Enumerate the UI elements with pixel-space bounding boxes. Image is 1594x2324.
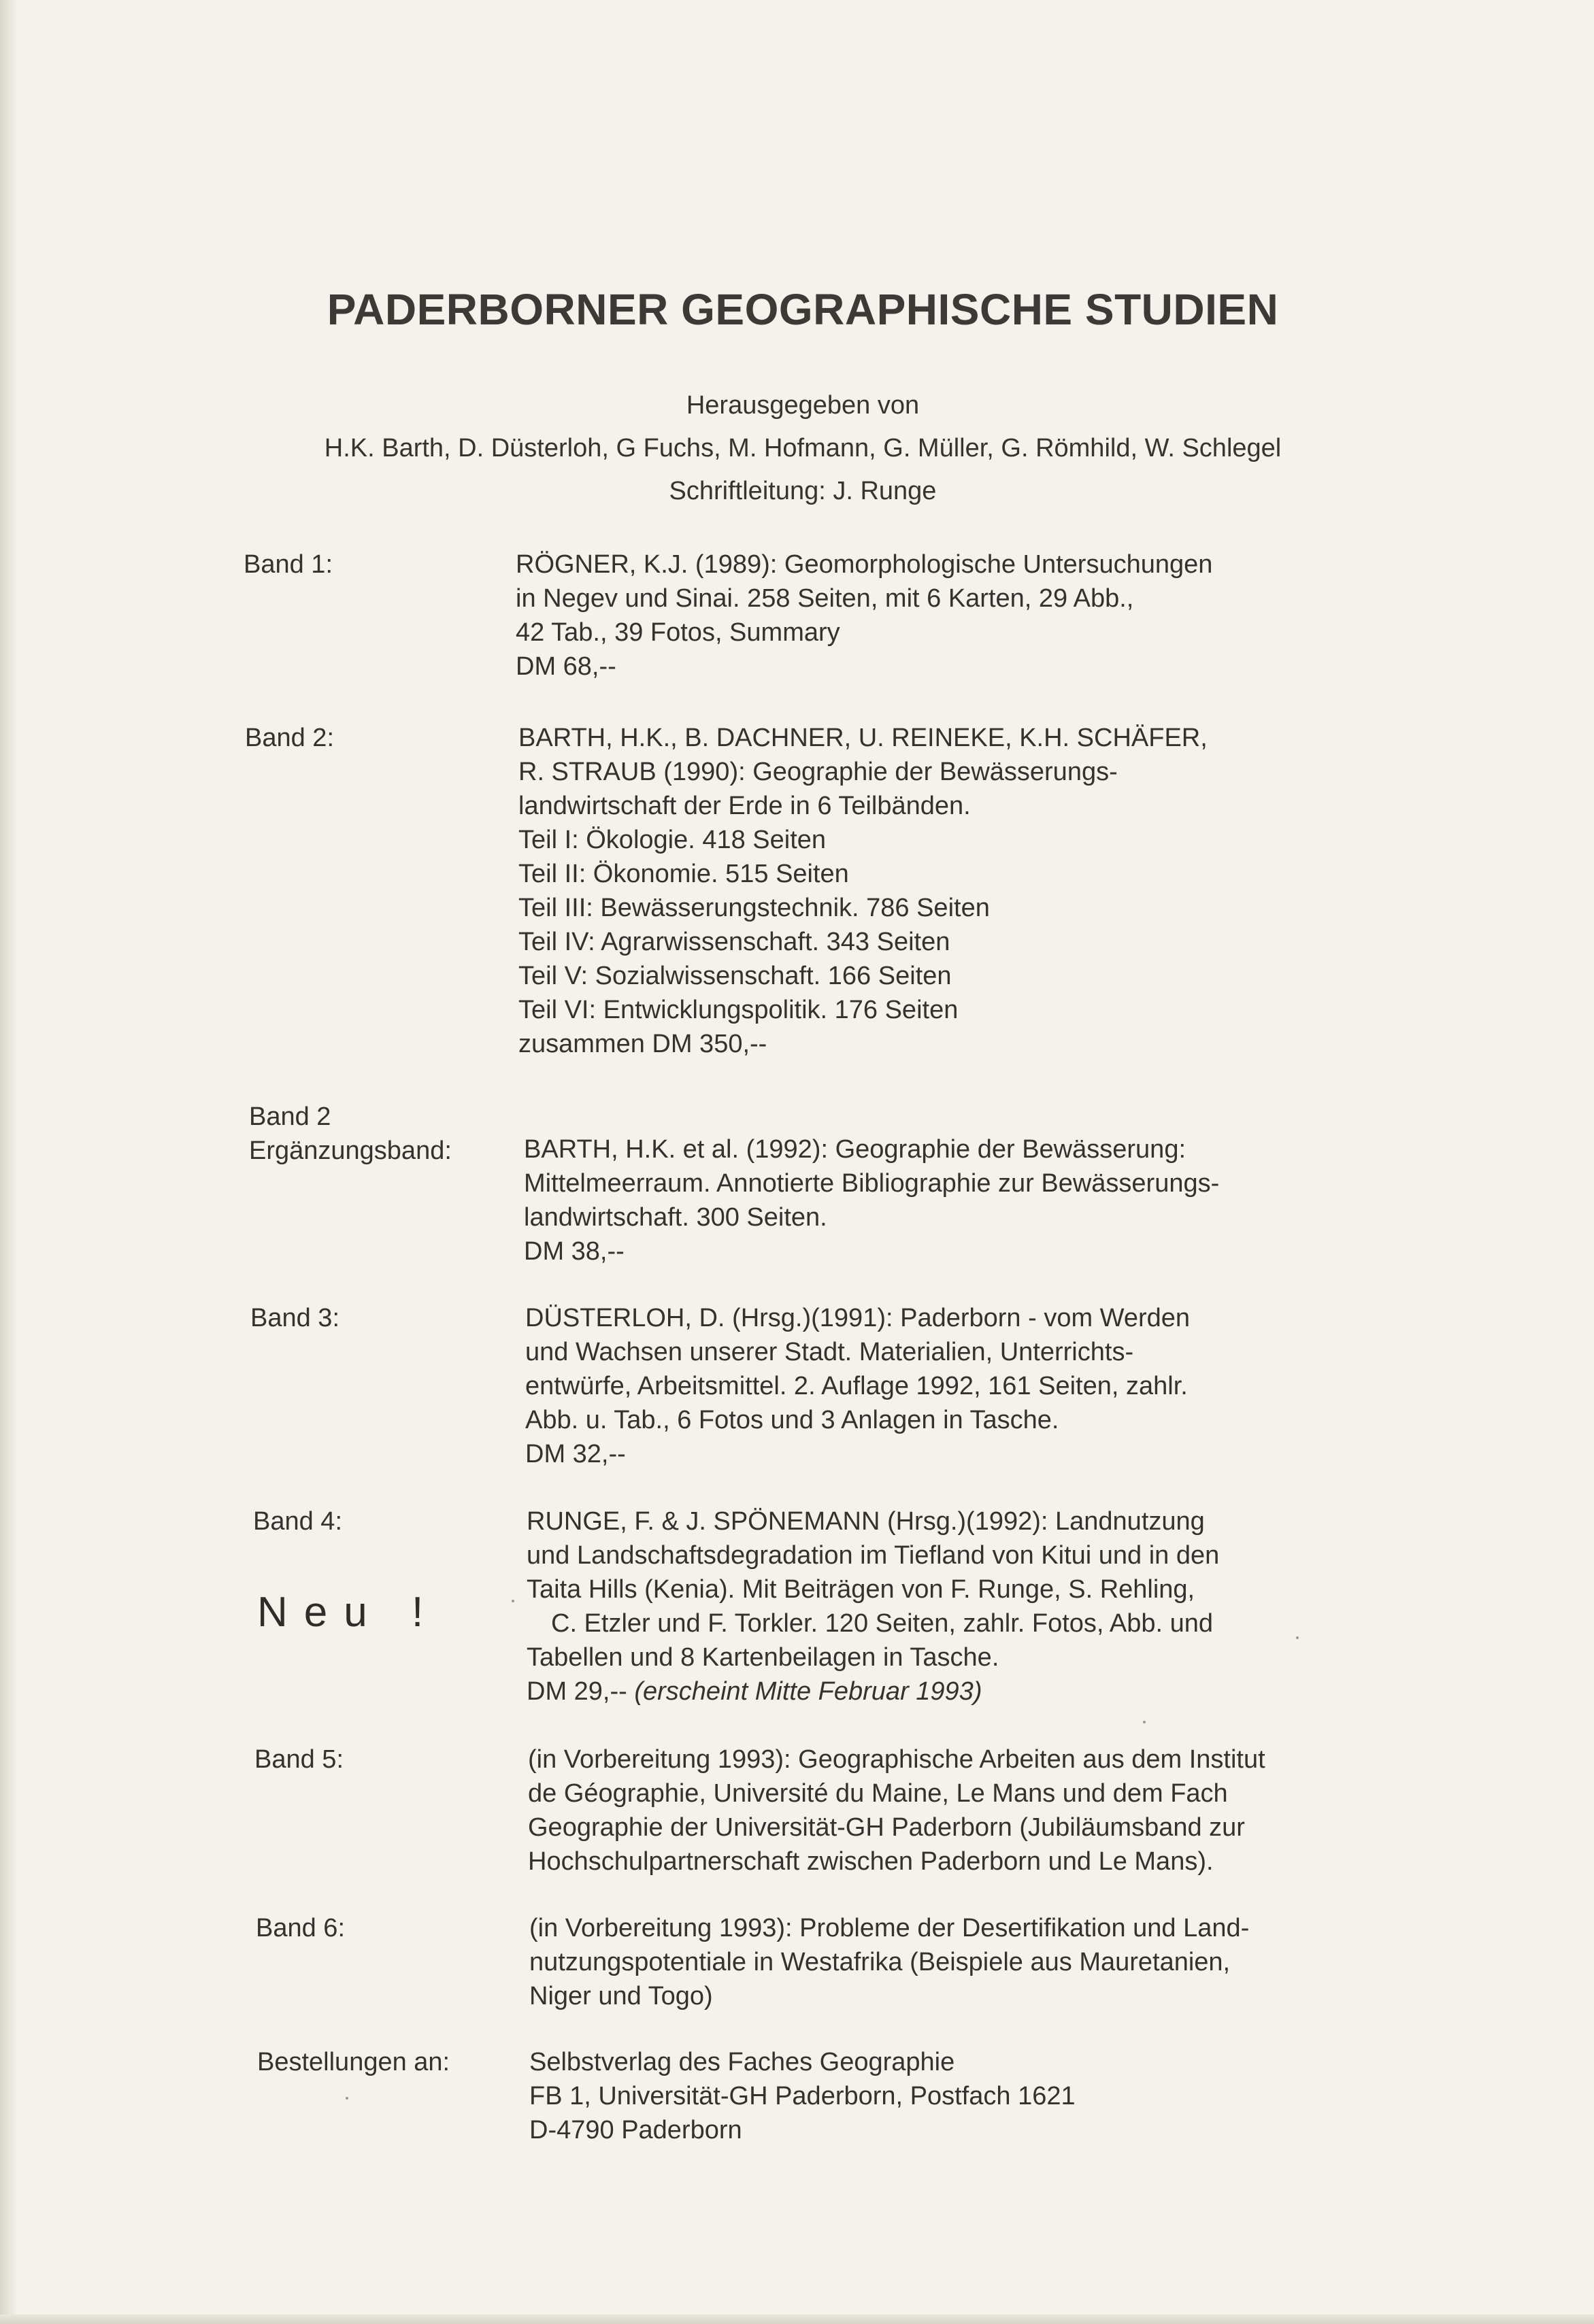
- entry-label: [249, 1100, 452, 1168]
- entry-label: Band 3:: [250, 1304, 339, 1332]
- entry-line: R. STRAUB (1990): Geographie der Bewässerungs-: [518, 758, 1118, 786]
- entry-line: RÖGNER, K.J. (1989): Geomorphologische Untersuchungen: [516, 550, 1213, 579]
- entry-line: D-4790 Paderborn: [529, 2116, 742, 2144]
- entry-line: Tabellen und 8 Kartenbeilagen in Tasche.: [527, 1643, 999, 1672]
- entry-label: Band 2:: [245, 724, 334, 752]
- entry-line: landwirtschaft. 300 Seiten.: [524, 1203, 827, 1232]
- editors-schriftleitung: Schriftleitung: J. Runge: [669, 477, 937, 505]
- entry-line: Teil III: Bewässerungstechnik. 786 Seiten: [518, 894, 990, 922]
- entry-line: in Negev und Sinai. 258 Seiten, mit 6 Karten, 29 Abb.,: [516, 584, 1134, 613]
- entry-line: Geographie der Universität-GH Paderborn (Jubiläumsband zur: [528, 1813, 1245, 1842]
- entry-line: Teil II: Ökonomie. 515 Seiten: [518, 860, 849, 888]
- entry-line: entwürfe, Arbeitsmittel. 2. Auflage 1992, 161 Seiten, zahlr.: [525, 1372, 1188, 1400]
- entry-body: [525, 1301, 1190, 1471]
- entry-body: [529, 2045, 1076, 2147]
- entry-label: Band 6:: [256, 1914, 345, 1942]
- entry-label: Bestellungen an:: [257, 2048, 450, 2076]
- editors-intro: Herausgegeben von: [686, 391, 920, 420]
- entry-line: DM 38,--: [524, 1237, 625, 1266]
- entry-line: Niger und Togo): [529, 1982, 713, 2010]
- entry-line: und Wachsen unserer Stadt. Materialien, Unterrichts-: [525, 1338, 1134, 1366]
- entry-publication-note: (erscheint Mitte Februar 1993): [634, 1677, 982, 1706]
- entry-line: Teil V: Sozialwissenschaft. 166 Seiten: [518, 962, 952, 990]
- scan-speck: [1296, 1636, 1299, 1639]
- entry-body: [529, 1911, 1249, 2013]
- entry-body: [527, 1504, 1219, 1708]
- entry-body: [516, 548, 1212, 684]
- entry-line: Teil VI: Entwicklungspolitik. 176 Seiten: [518, 996, 959, 1024]
- entry-line: landwirtschaft der Erde in 6 Teilbänden.: [518, 792, 971, 820]
- series-title: PADERBORNER GEOGRAPHISCHE STUDIEN: [327, 285, 1279, 334]
- entry-label-line: Band 2: [249, 1102, 331, 1131]
- entry-line: DÜSTERLOH, D. (Hrsg.)(1991): Paderborn - vom Werden: [525, 1304, 1191, 1332]
- scan-speck: [1143, 1721, 1146, 1723]
- entry-line: Abb. u. Tab., 6 Fotos und 3 Anlagen in Tasche.: [525, 1406, 1059, 1434]
- entry-line: BARTH, H.K. et al. (1992): Geographie der Bewässerung:: [524, 1135, 1186, 1164]
- entry-price: DM 29,--: [527, 1677, 627, 1706]
- entry-line: Taita Hills (Kenia). Mit Beiträgen von F. Runge, S. Rehling,: [527, 1575, 1195, 1604]
- entry-line: zusammen DM 350,--: [518, 1030, 767, 1058]
- editors-names: H.K. Barth, D. Düsterloh, G Fuchs, M. Hofmann, G. Müller, G. Römhild, W. Schlegel: [324, 434, 1282, 462]
- entry-line: de Géographie, Université du Maine, Le Mans und dem Fach: [528, 1779, 1228, 1808]
- entry-price-line: [527, 1674, 1219, 1708]
- entry-label: Band 4:: [253, 1507, 342, 1536]
- scan-speck: [346, 2097, 348, 2100]
- page-spine-shadow: [0, 0, 18, 2324]
- entry-line: Selbstverlag des Faches Geographie: [529, 2048, 955, 2076]
- entry-line: (in Vorbereitung 1993): Probleme der Desertifikation und Land-: [529, 1914, 1250, 1942]
- entry-line: BARTH, H.K., B. DACHNER, U. REINEKE, K.H. SCHÄFER,: [518, 724, 1208, 752]
- entry-body: [524, 1132, 1219, 1268]
- entry-line: Hochschulpartnerschaft zwischen Paderborn und Le Mans).: [528, 1847, 1214, 1876]
- entry-label-line: Ergänzungsband:: [249, 1136, 452, 1165]
- entry-line: (in Vorbereitung 1993): Geographische Arbeiten aus dem Institut: [528, 1745, 1265, 1774]
- entry-body: [528, 1742, 1265, 1879]
- entry-line: C. Etzler und F. Torkler. 120 Seiten, zahlr. Fotos, Abb. und: [551, 1609, 1214, 1638]
- entry-line: und Landschaftsdegradation im Tiefland von Kitui und in den: [527, 1541, 1220, 1570]
- page-bottom-edge: [0, 2314, 1594, 2324]
- new-release-marker: Neu !: [257, 1589, 440, 1636]
- entry-line: 42 Tab., 39 Fotos, Summary: [516, 618, 840, 647]
- entry-label: Band 1:: [244, 550, 333, 579]
- entry-line: DM 32,--: [525, 1440, 626, 1468]
- entry-body: [518, 721, 1208, 1061]
- scan-speck: [512, 1600, 514, 1602]
- entry-label: Band 5:: [254, 1745, 344, 1774]
- entry-line: RUNGE, F. & J. SPÖNEMANN (Hrsg.)(1992): Landnutzung: [527, 1507, 1205, 1536]
- entry-line: FB 1, Universität-GH Paderborn, Postfach 1621: [529, 2082, 1076, 2110]
- entry-line: nutzungspotentiale in Westafrika (Beispiele aus Mauretanien,: [529, 1948, 1231, 1976]
- entry-line: Teil IV: Agrarwissenschaft. 343 Seiten: [518, 928, 950, 956]
- entry-line: DM 68,--: [516, 652, 616, 681]
- editors-block: [0, 384, 1594, 513]
- entry-line: Teil I: Ökologie. 418 Seiten: [518, 826, 827, 854]
- entry-line: Mittelmeerraum. Annotierte Bibliographie zur Bewässerungs-: [524, 1169, 1220, 1198]
